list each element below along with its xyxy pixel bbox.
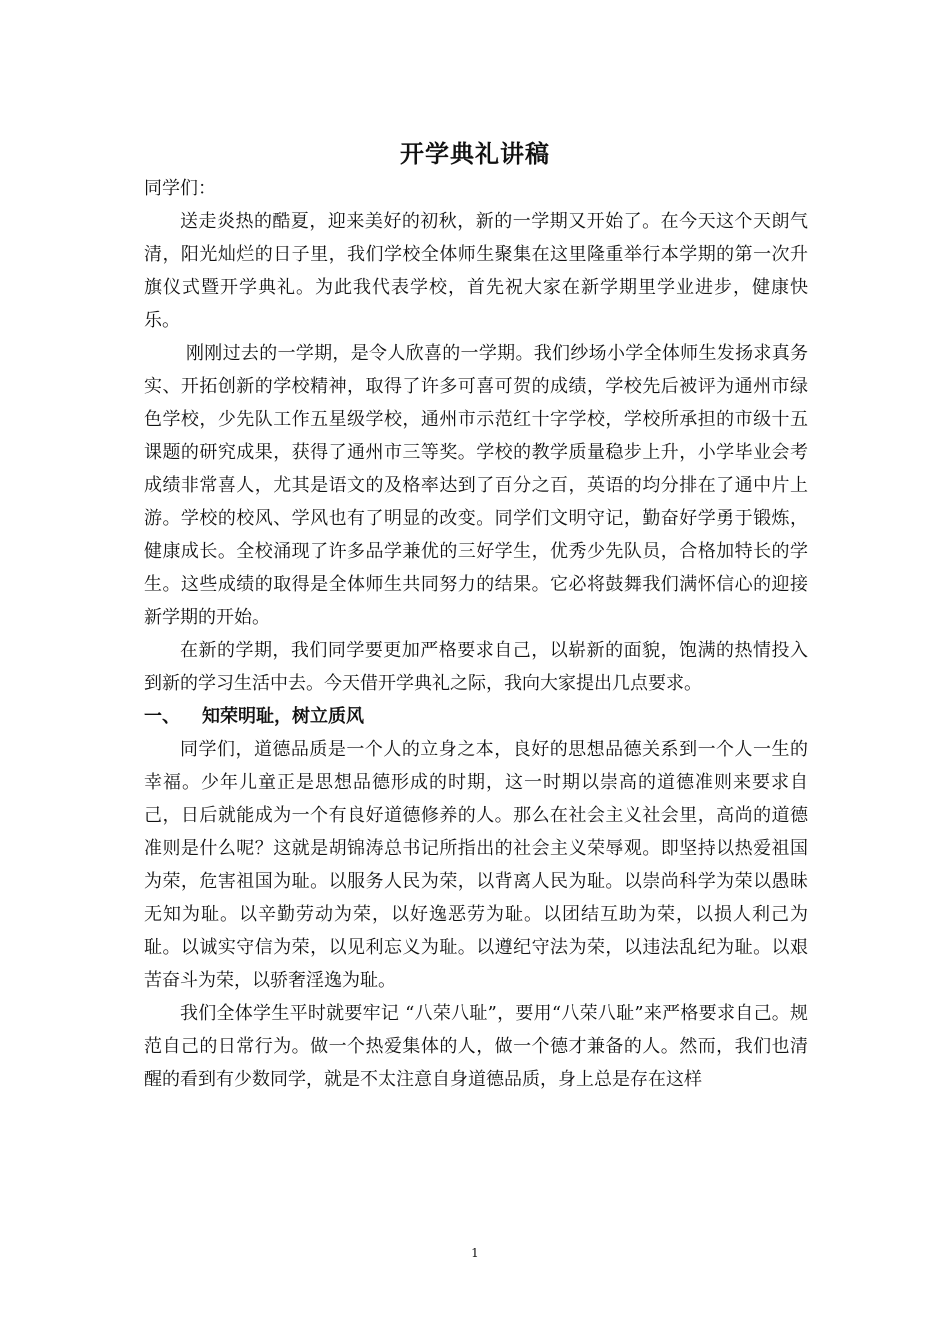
paragraph-eight-honors: 我们全体学生平时就要牢记 “八荣八耻”，要用“八荣八耻”来严格要求自己。规范自己的日常行为。做一个热爱集体的人，做一个德才兼备的人。然而，我们也清醒的看到有少数同学，就是不太注意自身道德品质，身上总是存在这样 <box>144 1003 808 1090</box>
salutation: 同学们： <box>144 178 216 199</box>
document-body <box>144 172 808 1096</box>
document-title: 开学典礼讲稿 <box>400 139 550 168</box>
section-heading-1 <box>144 700 808 733</box>
page-number: 1 <box>471 1246 479 1260</box>
section-heading-text: 知荣明耻，树立质风 <box>202 706 364 727</box>
paragraph-opening: 送走炎热的酷夏，迎来美好的初秋，新的一学期又开始了。在今天这个天朗气清，阳光灿烂的日子里，我们学校全体师生聚集在这里隆重举行本学期的第一次升旗仪式暨开学典礼。为此我代表学校，首先祝大家在新学期里学业进步，健康快乐。 <box>144 211 808 331</box>
paragraph-morality: 同学们，道德品质是一个人的立身之本，良好的思想品德关系到一个人一生的幸福。少年儿童正是思想品德形成的时期，这一时期以崇高的道德准则来要求自己，日后就能成为一个有良好道德修养的人。那么在社会主义社会里，高尚的道德准则是什么呢？这就是胡锦涛总书记所指出的社会主义荣辱观。即坚持以热爱祖国为荣，危害祖国为耻。以服务人民为荣，以背离人民为耻。以崇尚科学为荣以愚昧无知为耻。以辛勤劳动为荣，以好逸恶劳为耻。以团结互助为荣，以损人利己为耻。以诚实守信为荣，以见利忘义为耻。以遵纪守法为荣，以违法乱纪为耻。以艰苦奋斗为荣，以骄奢淫逸为耻。 <box>144 739 808 991</box>
section-number: 一、 <box>144 706 180 727</box>
paragraph-achievements: 刚刚过去的一学期，是令人欣喜的一学期。我们纱场小学全体师生发扬求真务实、开拓创新的学校精神，取得了许多可喜可贺的成绩，学校先后被评为通州市绿色学校，少先队工作五星级学校，通州市示范红十字学校，学校所承担的市级十五课题的研究成果，获得了通州市三等奖。学校的教学质量稳步上升，小学毕业会考成绩非常喜人，尤其是语文的及格率达到了百分之百，英语的均分排在了通中片上游。学校的校风、学风也有了明显的改变。同学们文明守记，勤奋好学勇于锻炼，健康成长。全校涌现了许多品学兼优的三好学生，优秀少先队员，合格加特长的学生。这些成绩的取得是全体师生共同努力的结果。它必将鼓舞我们满怀信心的迎接新学期的开始。 <box>144 343 808 628</box>
paragraph-requirements-intro: 在新的学期，我们同学要更加严格要求自己，以崭新的面貌，饱满的热情投入到新的学习生活中去。今天借开学典礼之际，我向大家提出几点要求。 <box>144 640 808 694</box>
